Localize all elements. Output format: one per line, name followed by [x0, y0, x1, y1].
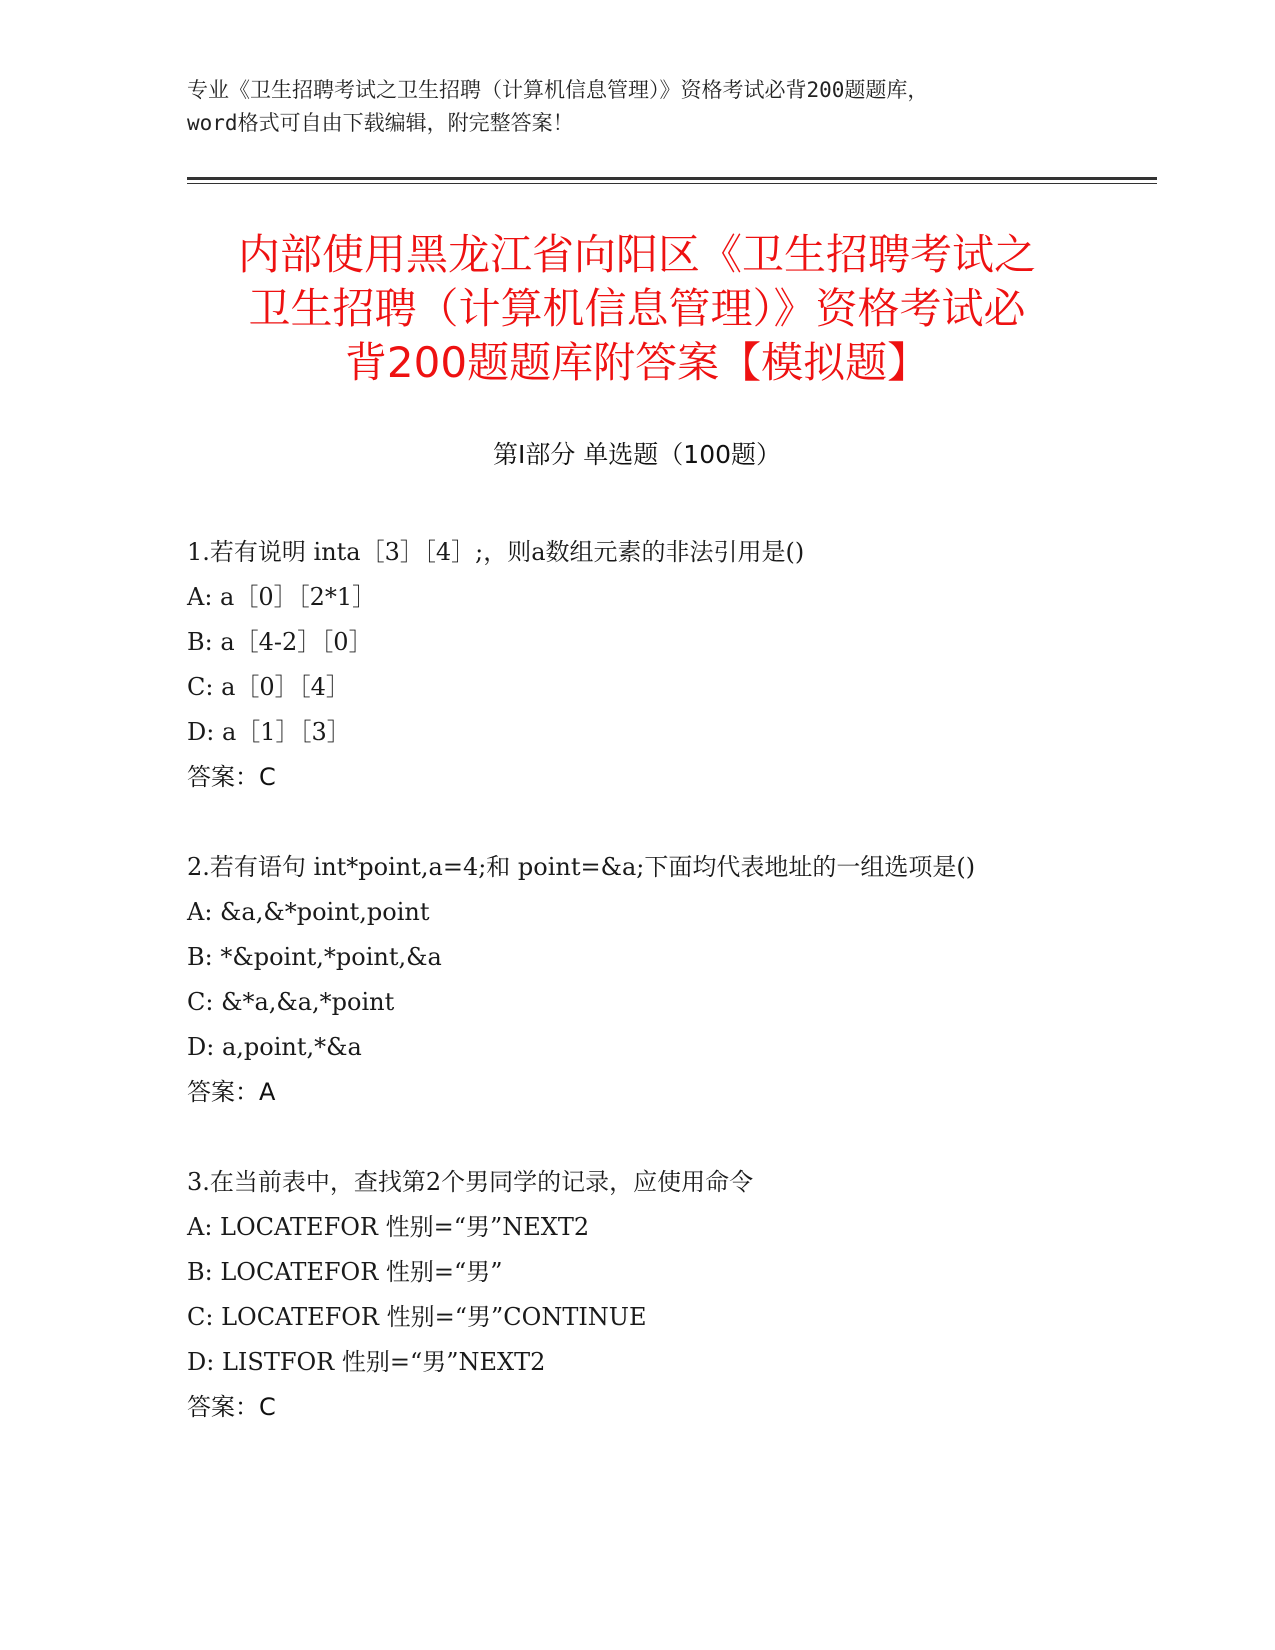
- question-stem: 2.若有语句 int*point,a=4;和 point=&a;下面均代表地址的一组选项是(): [187, 853, 976, 881]
- document-title: [187, 228, 1087, 390]
- question-stem: 1.若有说明 inta［3］［4］;，则a数组元素的非法引用是(): [187, 538, 805, 566]
- header-line-1: 专业《卫生招聘考试之卫生招聘（计算机信息管理）》资格考试必背200题题库，: [187, 78, 929, 102]
- answer-label: 答案：A: [187, 1078, 276, 1106]
- answer-label: 答案：C: [187, 1393, 276, 1421]
- option-a: A: &a,&*point,point: [187, 898, 430, 926]
- section-title: 第Ⅰ部分 单选题（100题）: [492, 440, 782, 469]
- answer-label: 答案：C: [187, 763, 276, 791]
- option-d: D: a,point,*&a: [187, 1033, 362, 1061]
- title-line-1: 内部使用黑龙江省向阳区《卫生招聘考试之: [237, 230, 1036, 279]
- option-c: C: &*a,&a,*point: [187, 988, 395, 1016]
- option-d: D: LISTFOR 性别=“男”NEXT2: [187, 1348, 546, 1376]
- option-c: C: a［0］［4］: [187, 673, 350, 701]
- question-item: [187, 845, 1087, 1115]
- document-header: [187, 74, 1087, 140]
- question-stem: 3.在当前表中，查找第2个男同学的记录，应使用命令: [187, 1168, 754, 1196]
- header-line-2: word格式可自由下载编辑，附完整答案！: [187, 111, 574, 135]
- option-a: A: a［0］［2*1］: [187, 583, 377, 611]
- header-divider-thick: [187, 177, 1157, 180]
- question-item: [187, 530, 1087, 800]
- option-b: B: *&point,*point,&a: [187, 943, 442, 971]
- option-b: B: a［4-2］［0］: [187, 628, 373, 656]
- title-line-3: 背200题题库附答案【模拟题】: [344, 338, 930, 387]
- header-divider-thin: [187, 183, 1157, 184]
- option-d: D: a［1］［3］: [187, 718, 351, 746]
- question-item: [187, 1160, 1087, 1430]
- option-c: C: LOCATEFOR 性别=“男”CONTINUE: [187, 1303, 647, 1331]
- option-b: B: LOCATEFOR 性别=“男”: [187, 1258, 503, 1286]
- question-list: [187, 530, 1087, 1475]
- title-line-2: 卫生招聘（计算机信息管理）》资格考试必: [248, 284, 1026, 333]
- option-a: A: LOCATEFOR 性别=“男”NEXT2: [187, 1213, 590, 1241]
